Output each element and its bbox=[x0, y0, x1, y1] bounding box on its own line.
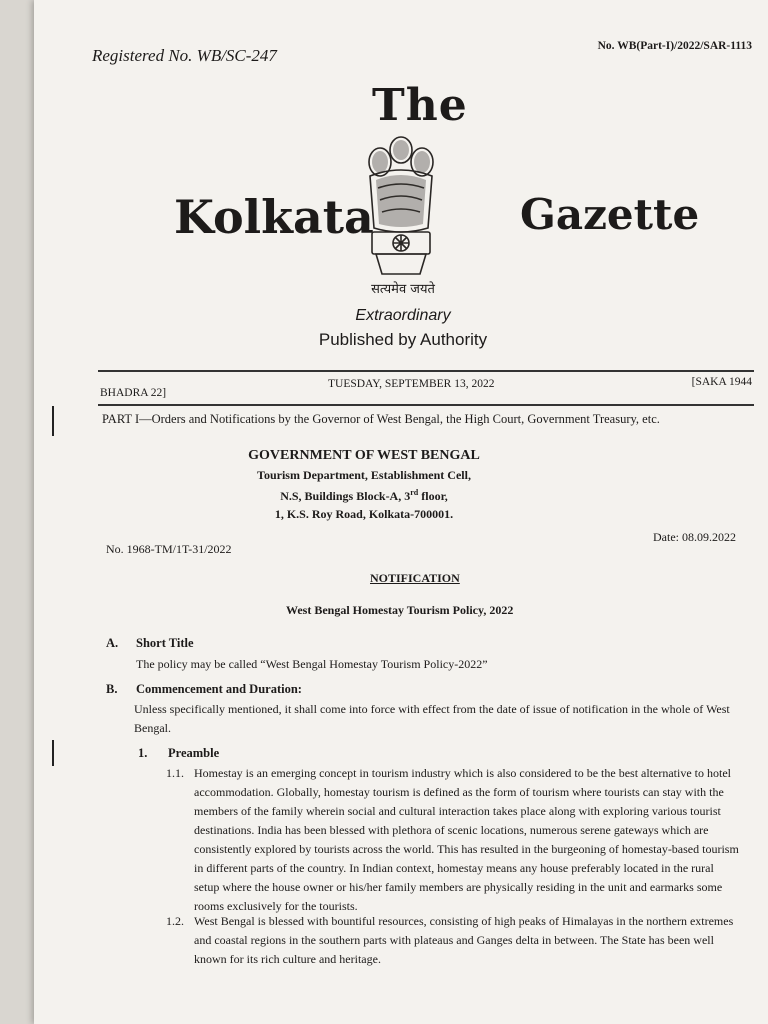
address-floor-suffix: rd bbox=[410, 488, 419, 497]
section-a-text: The policy may be called “West Bengal Homestay Tourism Policy-2022” bbox=[136, 657, 488, 671]
published-by-authority: Published by Authority bbox=[318, 330, 488, 349]
section-1-label: 1. bbox=[138, 746, 148, 760]
section-a-label: A. bbox=[106, 636, 119, 650]
paragraph-1-1-text: Homestay is an emerging concept in tourism industry which is also considered to be the best alternative to hotel accommodation. Globally, homestay tourism is defined as the form of tourism where tourists can stay with the members of the family wherein social and cultural interaction takes place along with exploring various tourist destinations. India has been blessed with plethora of scenic locations, numerous serene gateways which are consistently explored by tourists across the world. This has resulted in the burgeoning of homestay-based tourism in different parts of the country. In Indian context, homestay means any house preferably located in the rural setup where the house owner or his/her family members are physically residing in the unit and earmarks some rooms exclusively for the tourists. bbox=[194, 766, 739, 913]
address-floor: floor, bbox=[418, 489, 448, 503]
masthead-kolkata: Kolkata bbox=[174, 190, 374, 244]
registered-number: Registered No. WB/SC-247 bbox=[92, 46, 277, 65]
section-b-text: Unless specifically mentioned, it shall come into force with effect from the date of issue of notification in the whole of West Bengal. bbox=[134, 702, 730, 735]
divider-top bbox=[98, 370, 754, 372]
saka-year: [SAKA 1944 bbox=[691, 376, 752, 388]
issue-date: TUESDAY, SEPTEMBER 13, 2022 bbox=[328, 378, 495, 390]
gazette-number: No. WB(Part-I)/2022/SAR-1113 bbox=[597, 40, 752, 52]
department-line-2 bbox=[184, 484, 544, 505]
paragraph-1-1-number: 1.1. bbox=[166, 766, 184, 780]
part-heading: PART I—Orders and Notifications by the Governor of West Bengal, the High Court, Government Treasury, etc. bbox=[102, 412, 660, 426]
policy-title: West Bengal Homestay Tourism Policy, 2022 bbox=[286, 603, 514, 617]
gazette-page bbox=[34, 0, 768, 1024]
paragraph-1-2-number: 1.2. bbox=[166, 914, 184, 928]
notification-number: No. 1968-TM/1T-31/2022 bbox=[106, 542, 232, 556]
margin-mark bbox=[52, 406, 54, 436]
national-emblem-icon bbox=[356, 128, 446, 278]
margin-mark bbox=[52, 740, 54, 766]
section-a-heading bbox=[106, 636, 194, 651]
paragraph-1-2 bbox=[166, 912, 742, 969]
department-line-1: Tourism Department, Establishment Cell, bbox=[257, 468, 471, 482]
extraordinary-label: Extraordinary bbox=[355, 307, 451, 324]
divider-bottom bbox=[98, 404, 754, 406]
masthead-the: The bbox=[372, 80, 468, 131]
masthead-gazette: Gazette bbox=[520, 190, 700, 239]
bhadra-date: BHADRA 22] bbox=[100, 387, 167, 399]
address-building: N.S, Buildings Block-A, 3 bbox=[280, 489, 411, 503]
notification-date: Date: 08.09.2022 bbox=[653, 530, 736, 544]
section-b-heading bbox=[106, 682, 302, 697]
section-1-heading bbox=[138, 746, 219, 761]
department-address bbox=[184, 466, 544, 523]
paragraph-1-1 bbox=[166, 764, 742, 916]
government-title: GOVERNMENT OF WEST BENGAL bbox=[248, 448, 480, 463]
emblem-motto: सत्यमेव जयते bbox=[371, 282, 435, 297]
section-a-title: Short Title bbox=[136, 636, 194, 650]
section-b-title: Commencement and Duration: bbox=[136, 682, 302, 696]
notification-heading: NOTIFICATION bbox=[370, 571, 460, 585]
paragraph-1-2-text: West Bengal is blessed with bountiful resources, consisting of high peaks of Himalayas in the northern extremes and coastal regions in the southern parts with plateaus and Ganges delta in between. The State has been well known for its rich culture and heritage. bbox=[194, 914, 734, 966]
section-b-label: B. bbox=[106, 682, 118, 696]
section-1-title: Preamble bbox=[168, 746, 220, 760]
department-line-3: 1, K.S. Roy Road, Kolkata-700001. bbox=[274, 507, 454, 521]
